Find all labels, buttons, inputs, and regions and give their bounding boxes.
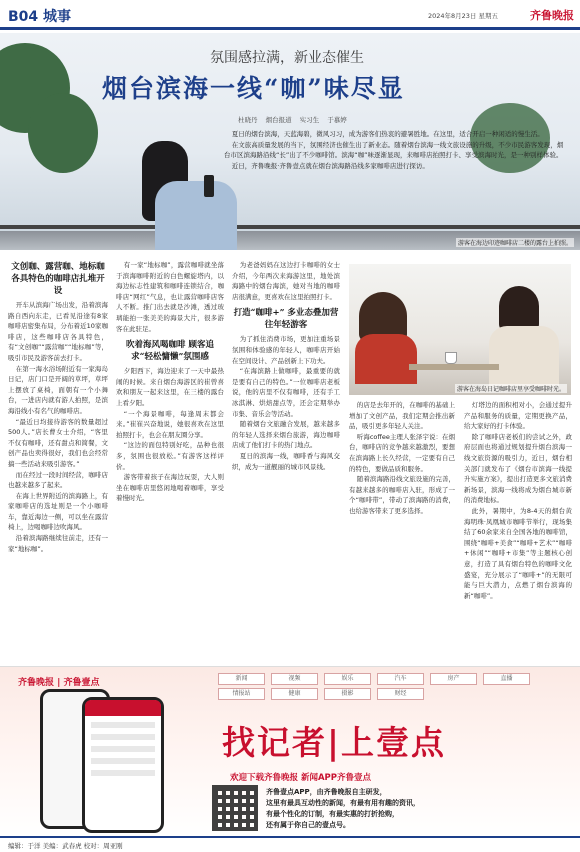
qr-code-icon — [212, 785, 258, 831]
photo-caption: 游客在海岛日记咖啡店里享受咖啡时光。 — [456, 386, 565, 393]
article-column-4 — [349, 400, 455, 660]
paragraph: 有一家“地标咖”，露营咖啡就坐落于滨海咖啡附近的白色螺旋塔内，以海边标志性建筑和咖啡连锁结合，咖啡店“网红”气息，也让露营咖啡店客人不断。推门出去就是沙滩，透过玻璃能拍一张美美的海景大片，很多游客在此驻足。 — [116, 261, 224, 333]
table-shape — [409, 364, 499, 370]
app-row — [91, 746, 155, 752]
paragraph: 夕阳西下，海边迎来了一天中最热闹的时候。来自烟台海游区的崔曾喜欢和朋友一起来这里，在三楼的露台上看夕阳。 — [116, 367, 224, 407]
tree-shape — [28, 93, 98, 173]
ad-brand: 齐鲁晚报 | 齐鲁壹点 — [18, 678, 100, 688]
paragraph: “在海滨路上做咖啡，最重要的就是要有自己的特色。”一位咖啡店老板说，他的店里不仅有咖啡，还有手工冰淇淋、烘焙甜点等，还会定期举办市集、音乐会等活动。 — [232, 367, 340, 418]
paragraph: 而在经过一段时间经营，咖啡店也越来越多了起来。 — [8, 470, 108, 490]
ad-tag: 直播 — [483, 673, 530, 685]
paragraph: 随着滨海路沿线文旅设施的完善，有越来越多的咖啡店入驻，形成了一个“咖啡带”，带动了滨海路的消费，也给游客带来了更多选择。 — [349, 475, 455, 515]
article-subtitle: 氛围感拉满，新业态催生 — [210, 50, 364, 66]
paragraph: “这边的面包特别好吃，品种也很多，氛围也很放松。”有游客这样评价。 — [116, 441, 224, 471]
ad-description-line: 还有属于你自己的壹点号。 — [266, 821, 350, 829]
article-column-1 — [8, 256, 108, 660]
paragraph: 为老爸妈妈在这边打卡咖啡的女士介绍，今年两次来海游这里，地处滨海路中的烟台海滨，她对当地的咖啡店很满意，更喜欢在这里拍照打卡。 — [232, 261, 340, 301]
person-figure-body — [355, 334, 417, 384]
ad-description — [266, 787, 556, 831]
ad-description-line: 这里有最具互动性的新闻，有最有用有趣的资讯， — [266, 799, 420, 807]
page-header — [0, 0, 580, 30]
article-column-5 — [464, 400, 572, 660]
page-footer — [0, 836, 580, 852]
ad-tag-grid — [218, 673, 548, 700]
railing — [0, 225, 580, 229]
lead-paragraph: 在文旅高质量发展的当下，氛围经济也催生出了新业态。随着烟台滨海一线文旅设施的升级，不少市民游客发现，烟台市区滨海路沿线“长”出了不少咖啡馆。滨海“咖”味逐渐显现，来咖啡店拍照打卡、享受滨海时光，是一种别样体验。 — [224, 140, 564, 159]
section-heading: 打造“咖啡+” 多业态叠加营往年轻游客 — [233, 308, 339, 331]
ad-tag: 情报站 — [218, 688, 265, 700]
article-column-3 — [232, 260, 340, 660]
paragraph: 在第一海水浴场附近有一家海岛日记，店门口是开阔的草坪，草坪上摆放了桌椅，面朝有一个小舞台，一进店内就有游人拍照，是滨海沿线小有名气的咖啡店。 — [8, 364, 108, 415]
ad-description-line: 有最个性化的订制，有最实惠的打折抢购， — [266, 810, 399, 818]
issue-date: 2024年8月23日 星期五 — [427, 12, 498, 20]
paragraph: 游客带着孩子在海边玩耍，大人则坐在咖啡店里悠闲地喝着咖啡，享受着慢时光。 — [116, 473, 224, 503]
ad-tag: 新闻 — [218, 673, 265, 685]
article-lead — [224, 129, 564, 171]
phone-icon — [204, 175, 214, 197]
paragraph: 灯塔边的面积相对小，会通过提升产品和服务的质量，定期更换产品，给大家好的打卡体验。 — [464, 401, 572, 431]
section-heading: 文创咖、露营咖、地标咖 各具特色的咖啡店扎堆开设 — [11, 262, 105, 296]
paragraph: 沿着滨海路继续往前走，还有一家“地标咖”。 — [8, 534, 108, 553]
paragraph: 在海上世界附近的滨海路上，有家咖啡店的选址则是一个小咖啡车，靠近海边一侧，可以坐在露营椅上，边喝咖啡边吹海风。 — [8, 491, 108, 532]
app-row — [91, 722, 155, 728]
ad-tag: 健康 — [271, 688, 318, 700]
paragraph: 除了咖啡店老板们的尝试之外，政府层面也将通过规划提升烟台滨海一线文旅资源的吸引力，近日，烟台相关部门就发布了《烟台市滨海一线提升实施方案》，提出打造更多文旅消费新场景，滨海一线将成为烟台城市新的消费地标。 — [464, 432, 572, 505]
photo-caption: 游客在海边印迹咖啡店二楼的露台上拍照。 — [457, 240, 572, 247]
paragraph: 此外，暑期中，为8-4天的烟台黄海明珠·凤凰城市咖啡节举行，现场集结了60余家来自全国各地的咖啡馆，围绕“咖啡+美食”“咖啡+艺术”“咖啡+休闲”“咖啡+市集”等主题核心创意，打造了具有烟台特色的咖啡文化盛宴，充分展示了“咖啡+”的无限可能与巨大潜力，点燃了烟台滨海的新“咖啡”。 — [464, 506, 572, 600]
app-header-bar — [85, 700, 161, 716]
person-figure-body — [489, 326, 559, 386]
cafe-photo — [349, 264, 571, 395]
paragraph: 开车从滨海广场出发，沿着滨海路自西向东走，已看见沿途有8家咖啡店密集布局，分布着近10家咖啡店，这些咖啡店各具特色，有“文创咖”“露营咖”“地标咖”等，吸引市民及游客前去打卡。 — [8, 301, 108, 362]
app-row — [91, 734, 155, 740]
article-byline: 杜晓丹 烟台报道 实习生 于慕婷 — [238, 116, 347, 124]
ad-slogan: 找记者|上壹点 — [222, 723, 447, 762]
app-row — [91, 758, 155, 764]
paragraph: 的店是去年开的，在咖啡的基础上增加了文创产品，我们定期会推出新品，吸引更多年轻人关注。 — [349, 401, 455, 431]
paragraph: 随着烟台文旅融合发展，越来越多的年轻人选择来烟台旅游，海边咖啡店成了他们打卡的热门地点。 — [232, 420, 340, 450]
woman-figure-body — [155, 181, 237, 250]
article-column-2 — [116, 260, 224, 660]
ad-download-text: 欢迎下载齐鲁晚报 新闻APP齐鲁壹点 — [230, 773, 371, 783]
paragraph: 听海coffee主理人张泽宇说：在烟台，咖啡店的竞争越来越激烈，要想在滨海路上长久经营，一定要有自己的特色，要做品质和服务。 — [349, 432, 455, 473]
ad-tag: 视频 — [271, 673, 318, 685]
lead-paragraph: 近日，齐鲁晚报·齐鲁壹点就在烟台滨海路沿线多家咖啡店进行探访。 — [231, 161, 429, 170]
article-title: 烟台滨海一线“咖”味尽显 — [102, 74, 405, 103]
ad-tag: 摄影 — [324, 688, 371, 700]
lead-paragraph: 夏日的烟台滨海，天蓝海碧，微风习习，成为游客们热衷的避暑胜地。在这里，适合开启一种闲适的慢生活。 — [231, 130, 544, 138]
paragraph: 夏日的滨海一线，咖啡香与海风交织，成为一道靓丽的城市风景线。 — [232, 451, 340, 471]
hero-photo — [0, 33, 580, 250]
paragraph: 为了抓住消费市场，更加注重场景氛围和体验感的年轻人，咖啡店开始在空间设计、产品创新上下功夫。 — [232, 335, 340, 365]
ad-tag: 房产 — [430, 673, 477, 685]
section-label: B04 城事 — [8, 9, 72, 25]
ad-tag: 汽车 — [377, 673, 424, 685]
ad-description-line: 齐鲁壹点APP，由齐鲁晚报自主研发， — [266, 788, 387, 796]
editor-credits: 编辑：于洋 美编：武春虎 校对：周亚刚 — [8, 842, 123, 850]
coffee-cup-icon — [445, 352, 457, 364]
phone-mockup — [82, 697, 164, 833]
app-row — [91, 770, 155, 776]
ad-tag: 娱乐 — [324, 673, 371, 685]
ad-tag: 财经 — [377, 688, 424, 700]
section-heading: 吹着海风喝咖啡 顾客追求“轻松慵懒”氛围感 — [126, 340, 214, 363]
paragraph: “一个海景咖啡，每逢周末都会来。”崔崔兴奋地说，她很喜欢在这里拍照打卡，也会在朋友圈分享。 — [116, 409, 224, 439]
newspaper-logo: 齐鲁晚报 — [530, 9, 574, 22]
paragraph: “最近日均接待游客的数量超过500人。”店长曹女士介绍，“客里不仅有咖啡，还有甜点和简餐，文创产品也卖得很好，我们也会经常搞一些活动来吸引游客。” — [8, 417, 108, 468]
app-advertisement — [0, 666, 580, 836]
